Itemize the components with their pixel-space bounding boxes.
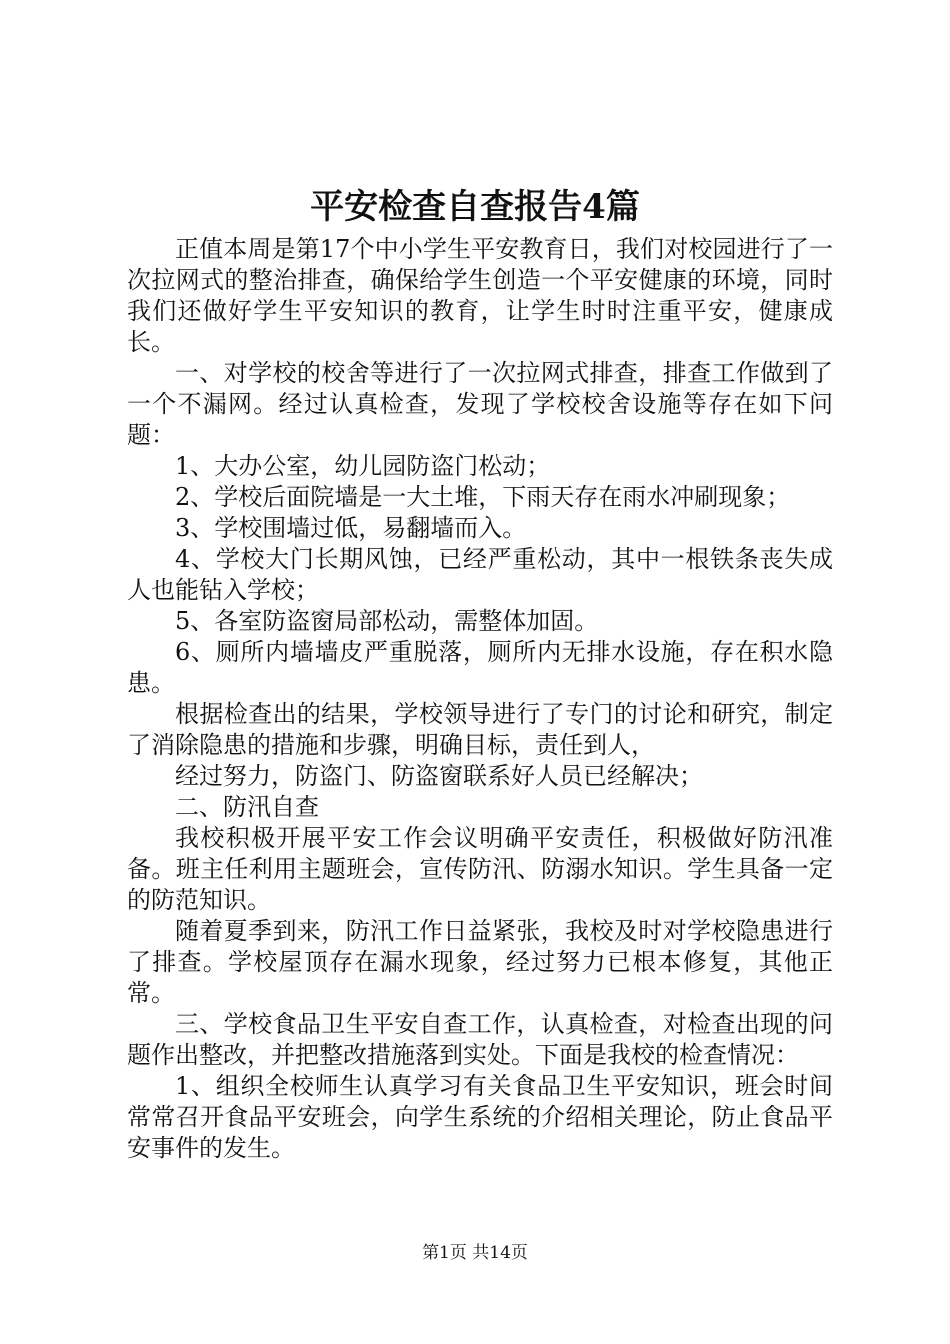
paragraph: 3、学校围墙过低，易翻墙而入。 [175, 514, 527, 542]
paragraph: 随着夏季到来，防汛工作日益紧张，我校及时对学校隐患进行了排查。学校屋顶存在漏水现象，经过努力已根本修复，其他正常。 [127, 917, 833, 1007]
paragraph: 2、学校后面院墙是一大土堆，下雨天存在雨水冲刷现象； [175, 483, 791, 511]
paragraph: 1、组织全校师生认真学习有关食品卫生平安知识，班会时间常常召开食品平安班会，向学生系统的介绍相关理论，防止食品平安事件的发生。 [127, 1072, 833, 1162]
page-footer: 第1页 共14页 [422, 1243, 528, 1263]
paragraph: 1、大办公室，幼儿园防盗门松动； [175, 452, 551, 480]
paragraph: 三、学校食品卫生平安自查工作，认真检查，对检查出现的问题作出整改，并把整改措施落到实处。下面是我校的检查情况： [127, 1010, 833, 1069]
paragraph: 6、厕所内墙墙皮严重脱落，厕所内无排水设施，存在积水隐患。 [127, 638, 833, 697]
section-heading: 二、防汛自查 [175, 793, 319, 821]
paragraph: 经过努力，防盗门、防盗窗联系好人员已经解决； [175, 762, 703, 790]
paragraph: 我校积极开展平安工作会议明确平安责任，积极做好防汛准备。班主任利用主题班会，宣传防汛、防溺水知识。学生具备一定的防范知识。 [127, 824, 833, 914]
paragraph: 4、学校大门长期风蚀，已经严重松动，其中一根铁条丧失成人也能钻入学校； [127, 545, 833, 604]
document-title: 平安检查自查报告4篇 [310, 187, 640, 227]
document-body [127, 234, 833, 1164]
paragraph: 一、对学校的校舍等进行了一次拉网式排查，排查工作做到了一个不漏网。经过认真检查，发现了学校校舍设施等存在如下问题： [127, 359, 833, 449]
paragraph: 根据检查出的结果，学校领导进行了专门的讨论和研究，制定了消除隐患的措施和步骤，明确目标，责任到人， [127, 700, 833, 759]
paragraph: 5、各室防盗窗局部松动，需整体加固。 [175, 607, 599, 635]
paragraph: 正值本周是第17个中小学生平安教育日，我们对校园进行了一次拉网式的整治排查，确保给学生创造一个平安健康的环境，同时我们还做好学生平安知识的教育，让学生时时注重平安，健康成长。 [127, 235, 833, 356]
